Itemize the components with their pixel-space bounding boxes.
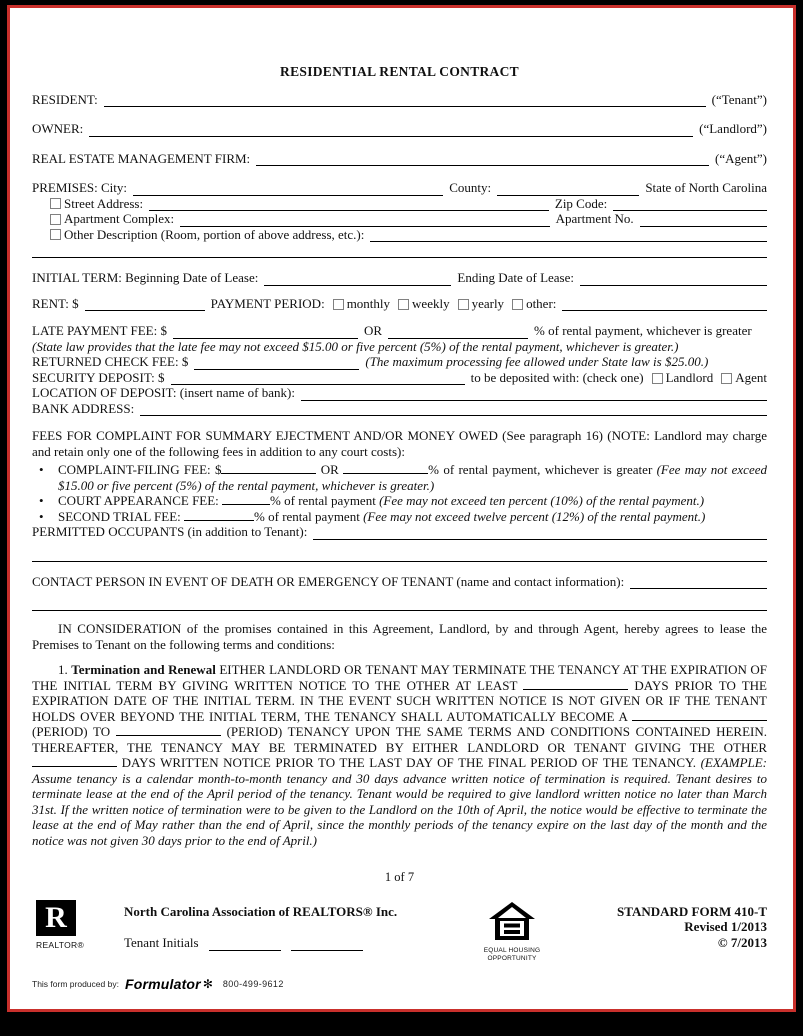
ending-date-input[interactable] [580, 271, 767, 286]
tenant-initials-input-2[interactable] [291, 937, 363, 951]
court-appearance-note: (Fee may not exceed ten percent (10%) of the rental payment.) [379, 493, 705, 508]
equal-housing-block [467, 900, 557, 964]
court-appearance-fee-item [32, 493, 767, 509]
yearly-checkbox[interactable] [458, 299, 469, 310]
agent-option-label: Agent [735, 369, 767, 385]
apartment-complex-checkbox[interactable] [50, 214, 61, 225]
clause-number: 1. [58, 662, 68, 677]
security-deposit-label: SECURITY DEPOSIT: $ [32, 369, 165, 385]
tenant-initials-input-1[interactable] [209, 937, 281, 951]
initial-term-row [32, 270, 767, 286]
weekly-checkbox[interactable] [398, 299, 409, 310]
management-firm-row [32, 151, 767, 167]
premises-city-input[interactable] [133, 181, 443, 196]
notice-days-input[interactable] [523, 678, 628, 690]
second-trial-fee-item [32, 509, 767, 525]
equal-housing-caption-2: OPPORTUNITY [487, 955, 537, 962]
formulator-phone: 800-499-9612 [222, 979, 284, 989]
street-address-checkbox[interactable] [50, 198, 61, 209]
late-fee-suffix: % of rental payment, whichever is greater [534, 323, 752, 338]
other-period-checkbox[interactable] [512, 299, 523, 310]
landlord-checkbox[interactable] [652, 373, 663, 384]
period-to-input[interactable] [116, 724, 221, 736]
resident-row [32, 92, 767, 108]
other-description-continuation-input[interactable] [32, 242, 767, 258]
initial-term-label: INITIAL TERM: Beginning Date of Lease: [32, 270, 259, 285]
apartment-complex-row [32, 211, 767, 227]
court-appearance-suffix: % of rental payment [270, 493, 380, 508]
other-period-input[interactable] [562, 296, 767, 311]
resident-input[interactable] [104, 92, 706, 107]
second-trial-percent-input[interactable] [184, 509, 254, 521]
apartment-complex-input[interactable] [180, 212, 549, 227]
late-fee-amount-input[interactable] [173, 324, 358, 339]
association-name: North Carolina Association of REALTORS® Inc. [124, 903, 398, 919]
page-title: RESIDENTIAL RENTAL CONTRACT [280, 64, 519, 79]
complaint-filing-percent-input[interactable] [343, 462, 428, 474]
rent-row [32, 296, 767, 312]
late-fee-row [32, 323, 767, 339]
period-from-input[interactable] [632, 709, 767, 721]
bank-address-row [32, 401, 767, 417]
footer [32, 900, 767, 964]
permitted-occupants-row [32, 524, 767, 540]
other-description-input[interactable] [370, 227, 767, 242]
contact-person-input[interactable] [630, 574, 767, 589]
realtor-logo-block [32, 900, 124, 954]
permitted-occupants-input[interactable] [313, 525, 767, 540]
standard-form-block [617, 900, 767, 951]
location-of-deposit-row [32, 385, 767, 401]
second-trial-note: (Fee may not exceed twelve percent (12%) of the rental payment.) [363, 508, 706, 524]
permitted-occupants-continuation-input[interactable] [32, 546, 767, 562]
deposit-with-label: to be deposited with: (check one) [470, 369, 644, 385]
late-fee-or-label: OR [363, 323, 383, 338]
complaint-filing-or-label: OR [320, 462, 339, 477]
management-firm-label: REAL ESTATE MANAGEMENT FIRM: [32, 150, 251, 166]
payment-period-label: PAYMENT PERIOD: [210, 295, 325, 311]
termination-renewal-paragraph [32, 662, 767, 848]
bullet-icon: • [39, 493, 44, 508]
owner-input[interactable] [89, 122, 693, 137]
standard-form-revised: Revised 1/2013 [684, 919, 767, 934]
resident-label: RESIDENT: [32, 91, 98, 107]
premises-city-label: PREMISES: City: [32, 180, 127, 195]
formulator-gear-icon: ✻ [202, 977, 213, 991]
agent-checkbox[interactable] [721, 373, 732, 384]
landlord-option-label: Landlord [665, 369, 714, 385]
returned-check-input[interactable] [194, 355, 359, 370]
owner-label: OWNER: [32, 121, 84, 136]
bank-address-label: BANK ADDRESS: [32, 400, 135, 416]
formulator-logo: Formulator [124, 976, 201, 992]
contact-person-row [32, 574, 767, 590]
complaint-fees-heading: FEES FOR COMPLAINT FOR SUMMARY EJECTMENT AND/OR MONEY OWED (See paragraph 16) (NOTE: Landlord may charge and retain only one of the following fees in addition to any court costs): [32, 428, 767, 459]
owner-tag: (“Landlord”) [699, 121, 767, 136]
management-firm-input[interactable] [256, 151, 709, 166]
weekly-label: weekly [412, 295, 450, 311]
late-fee-note: (State law provides that the late fee may not exceed $15.00 or five percent (5%) of the rental payment, whichever is greater.) [32, 338, 679, 354]
standard-form-name: STANDARD FORM 410-T [617, 903, 767, 919]
apartment-no-label: Apartment No. [555, 211, 634, 226]
court-appearance-fee-label: COURT APPEARANCE FEE: [58, 493, 219, 508]
location-of-deposit-label: LOCATION OF DEPOSIT: (insert name of bank): [32, 385, 295, 400]
produced-by-row [32, 977, 767, 993]
court-appearance-percent-input[interactable] [222, 493, 270, 505]
page-number: 1 of 7 [384, 870, 415, 884]
rent-label: RENT: $ [32, 295, 79, 311]
equal-housing-icon [489, 902, 535, 944]
clause-part1: EITHER LANDLORD OR TENANT MAY TERMINATE THE TENANCY AT THE EXPIRATION OF THE INITIAL TERM BY GIVING WRITTEN NOTICE TO THE OTHER AT LEAST [32, 662, 768, 693]
tenant-initials-label: Tenant Initials [124, 935, 199, 950]
clause-heading: Termination and Renewal [71, 662, 216, 677]
security-deposit-row [32, 370, 767, 386]
clause-part3: (PERIOD) TO [32, 724, 111, 739]
location-of-deposit-input[interactable] [301, 386, 767, 401]
realtor-logo-letter: R [45, 900, 67, 934]
late-fee-percent-input[interactable] [388, 324, 528, 339]
owner-row [32, 121, 767, 137]
premises-city-row [32, 180, 767, 196]
other-description-checkbox[interactable] [50, 229, 61, 240]
association-block [124, 900, 467, 951]
premises-county-label: County: [449, 180, 492, 195]
street-address-row [32, 196, 767, 212]
bank-address-input[interactable] [140, 401, 767, 416]
complaint-filing-note: (Fee may not exceed $15.00 or five percent (5%) of the rental payment, whichever is greater.) [58, 462, 767, 493]
rental-contract-page [7, 5, 796, 1012]
apartment-no-input[interactable] [640, 212, 767, 227]
other-description-row [32, 227, 767, 243]
realtor-logo-icon [36, 900, 76, 936]
consideration-paragraph: IN CONSIDERATION of the promises contained in this Agreement, Landlord, by and through Agent, hereby agrees to lease the Premises to Tenant on the following terms and conditions: [32, 621, 767, 652]
late-fee-label: LATE PAYMENT FEE: $ [32, 323, 167, 338]
agent-tag: (“Agent”) [715, 150, 767, 166]
contact-person-continuation-input[interactable] [32, 595, 767, 611]
security-deposit-input[interactable] [171, 370, 465, 385]
equal-housing-caption-1: EQUAL HOUSING [483, 947, 541, 954]
bullet-icon: • [39, 508, 44, 524]
returned-check-note: (The maximum processing fee allowed under State law is $25.00.) [365, 354, 709, 369]
begin-date-input[interactable] [264, 271, 451, 286]
clause-part4: (PERIOD) TENANCY UPON THE SAME TERMS AND CONDITIONS CONTAINED HEREIN. THEREAFTER, THE TENANCY MAY BE TERMINATED BY EITHER LANDLORD OR TENANT GIVING THE OTHER [32, 724, 768, 755]
monthly-label: monthly [346, 295, 391, 311]
rent-amount-input[interactable] [85, 296, 205, 311]
monthly-checkbox[interactable] [333, 299, 344, 310]
premises-state-label: State of North Carolina [645, 180, 767, 195]
bullet-icon: • [39, 462, 44, 477]
complaint-filing-fee-item [32, 462, 767, 493]
clause-example: (EXAMPLE: Assume tenancy is a calendar month-to-month tenancy and 30 days advance written notice of termination is required. Tenant desires to terminate lease at the end of the April period of the tenancy. Tenant would be required to give landlord written notice no later than March 31st. If the written notice of termination were to be given to the Landlord on the 10th of April, the notice would be effective to terminate the lease at the end of May rather than the end of April, since the monthly periods of the tenancy expire on the last day of the month and the notice was not given 30 days prior to the end of April.) [32, 755, 768, 848]
termination-days-input[interactable] [32, 755, 117, 767]
returned-check-label: RETURNED CHECK FEE: $ [32, 354, 189, 369]
zip-code-input[interactable] [613, 196, 767, 211]
street-address-label: Street Address: [64, 195, 144, 211]
complaint-filing-fee-label: COMPLAINT-FILING FEE: $ [58, 462, 222, 477]
second-trial-suffix: % of rental payment [254, 508, 364, 524]
zip-code-label: Zip Code: [554, 195, 608, 211]
standard-form-copyright: © 7/2013 [717, 934, 767, 950]
street-address-input[interactable] [149, 196, 549, 211]
clause-part2: DAYS PRIOR TO THE EXPIRATION DATE OF THE INITIAL TERM. IN THE EVENT SUCH WRITTEN NOTICE IS NOT GIVEN OR IF THE TENANT HOLDS OVER BEYOND THE INITIAL TERM, THE TENANCY SHALL AUTOMATICALLY BECOME A [32, 677, 767, 724]
other-period-label: other: [526, 295, 557, 311]
clause-part5: DAYS WRITTEN NOTICE PRIOR TO THE LAST DAY OF THE FINAL PERIOD OF THE TENANCY. [121, 755, 701, 770]
returned-check-row [32, 354, 767, 370]
second-trial-fee-label: SECOND TRIAL FEE: [58, 508, 181, 524]
complaint-filing-suffix: % of rental payment, whichever is greater [428, 462, 657, 477]
ending-date-label: Ending Date of Lease: [457, 270, 574, 285]
complaint-filing-fee-amount-input[interactable] [221, 462, 316, 474]
premises-county-input[interactable] [497, 181, 639, 196]
realtor-caption: REALTOR® [36, 939, 85, 950]
permitted-occupants-label: PERMITTED OCCUPANTS (in addition to Tenant): [32, 524, 308, 539]
other-description-label: Other Description (Room, portion of above address, etc.): [64, 226, 365, 242]
contact-person-label: CONTACT PERSON IN EVENT OF DEATH OR EMERGENCY OF TENANT (name and contact information): [32, 573, 625, 589]
tenant-initials-row [124, 935, 467, 951]
produced-by-label: This form produced by: [32, 979, 119, 989]
resident-tag: (“Tenant”) [711, 91, 767, 107]
apartment-complex-label: Apartment Complex: [64, 211, 175, 226]
yearly-label: yearly [471, 295, 505, 311]
